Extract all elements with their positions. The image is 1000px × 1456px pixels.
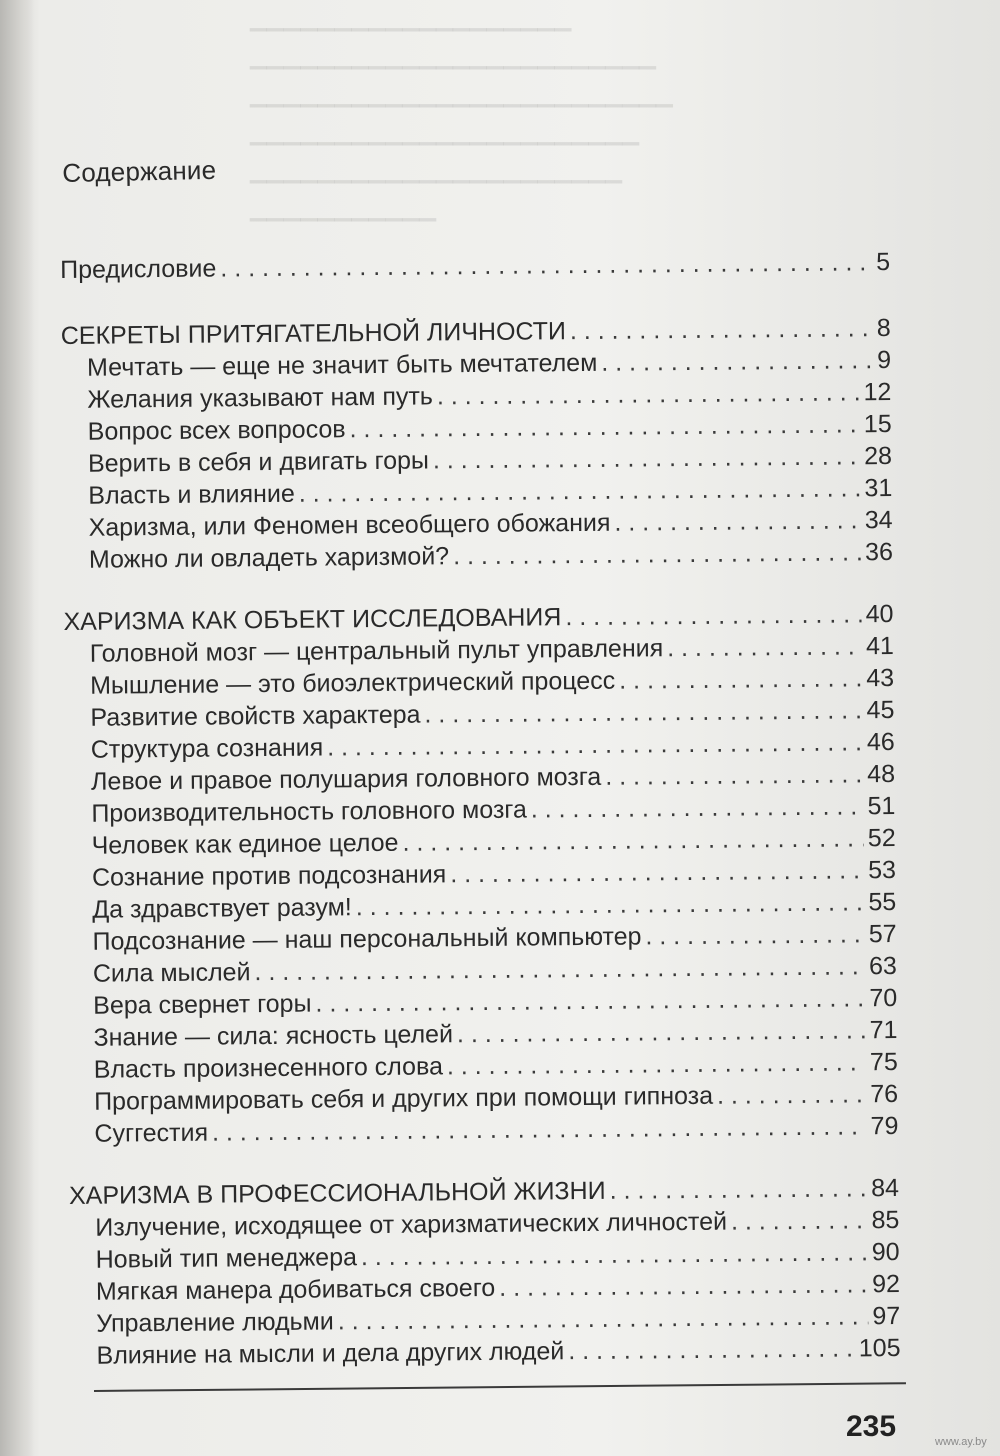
- toc-entry-page: 52: [867, 824, 896, 853]
- toc-dot-leader: [437, 376, 860, 412]
- toc-entry-page: 85: [871, 1205, 900, 1235]
- toc-section-entry: [94, 1110, 898, 1150]
- toc-entry-page: 97: [872, 1301, 901, 1331]
- toc-title: Содержание: [62, 154, 217, 188]
- toc-entry-page: 70: [869, 983, 898, 1013]
- book-spine-shadow: [0, 0, 34, 1456]
- toc-entry-page: 75: [869, 1047, 898, 1077]
- toc-entry-page: 43: [866, 664, 895, 693]
- toc-entry-label: Вопрос всех вопросов: [87, 415, 346, 446]
- toc-entry-label: Мягкая манера добиваться своего: [95, 1273, 496, 1306]
- toc-entry-label: Верить в себя и двигать горы: [87, 446, 430, 478]
- toc-dot-leader: [667, 630, 862, 664]
- toc-entry-label: СЕКРЕТЫ ПРИТЯГАТЕЛЬНОЙ ЛИЧНОСТИ: [60, 317, 567, 350]
- toc-entry-page: 57: [868, 920, 897, 949]
- toc-entry-page: 53: [868, 856, 897, 885]
- toc-entry-label: Левое и правое полушария головного мозга: [90, 762, 602, 796]
- toc-entry-label: Суггестия: [94, 1118, 209, 1148]
- toc-entry-label: Производительность головного мозга: [91, 795, 527, 828]
- toc-entry-page: 55: [868, 888, 897, 917]
- toc-entry-page: 76: [870, 1079, 899, 1109]
- toc-entry-page: 40: [865, 600, 894, 629]
- toc-entry-label: Знание — сила: ясность целей: [93, 1020, 454, 1052]
- toc-dot-leader: [614, 504, 861, 538]
- toc-entry-page: 48: [867, 760, 896, 789]
- toc-dot-leader: [609, 1172, 867, 1206]
- toc-entry-page: 45: [866, 696, 895, 725]
- toc-dot-leader: [450, 854, 864, 890]
- toc-entry-label: Влияние на мысли и дела других людей: [96, 1337, 565, 1370]
- toc-dot-leader: [327, 726, 863, 763]
- toc-dot-leader: [212, 1110, 867, 1148]
- toc-entry-label: Программировать себя и других при помощи гипноза: [94, 1081, 714, 1116]
- toc-entry-page: 46: [866, 728, 895, 757]
- toc-entry-page: 84: [871, 1173, 900, 1203]
- toc-entry-page: 41: [865, 632, 894, 661]
- toc-entry-page: 79: [870, 1111, 899, 1141]
- toc-entry-page: 15: [863, 410, 892, 439]
- toc-entry-label: Харизма, или Феномен всеобщего обожания: [88, 508, 611, 542]
- toc-entry-label: Вера свернет горы: [93, 989, 312, 1020]
- toc-dot-leader: [457, 1014, 866, 1050]
- toc-entry-label: Подсознание — наш персональный компьютер: [92, 922, 642, 956]
- toc-entry-page: 36: [864, 538, 894, 567]
- toc-dot-leader: [570, 312, 873, 347]
- toc-entry-label: Да здравствует разум!: [92, 893, 352, 924]
- toc-entry-page: 5: [876, 248, 891, 277]
- toc-dot-leader: [220, 246, 872, 284]
- toc-section-entry: [96, 1332, 900, 1372]
- toc-entry-label: Мышление — это биоэлектрический процесс: [90, 666, 616, 700]
- toc-dot-leader: [433, 440, 861, 476]
- toc-entry-label: Структура сознания: [90, 733, 324, 764]
- toc-dot-leader: [619, 662, 862, 696]
- page-number: 235: [846, 1410, 897, 1443]
- toc-dot-leader: [402, 822, 864, 858]
- toc-entry-page: 12: [863, 378, 892, 407]
- toc-dot-leader: [731, 1204, 868, 1237]
- toc-entry-label: Мечтать — еще не значит быть мечтателем: [86, 348, 598, 382]
- toc-dot-leader: [424, 694, 862, 730]
- toc-entry-page: 34: [864, 506, 893, 535]
- toc-entry-page: 105: [858, 1333, 901, 1363]
- toc-entry-label: Излучение, исходящее от харизматических личностей: [95, 1207, 728, 1242]
- show-through-text: ▁▁▁▁▁▁▁▁▁▁▁▁▁▁▁▁▁▁▁ ▁▁▁▁▁▁▁▁▁▁▁▁▁▁▁▁▁▁▁▁▁▁▁▁ ▁▁▁▁▁▁▁▁▁▁▁▁▁▁▁▁▁▁▁▁▁▁▁▁▁ ▁▁▁▁▁▁▁▁▁▁▁▁▁▁▁▁▁▁▁▁▁▁▁ ▁▁▁▁▁▁▁▁▁▁▁▁▁▁▁▁▁▁▁▁▁▁ ▁▁▁▁▁▁▁▁▁▁▁: [250, 6, 673, 221]
- toc-entry-label: Управление людьми: [96, 1307, 334, 1338]
- toc-entry-label: Головной мозг — центральный пульт управления: [89, 634, 664, 668]
- toc-entry-label: Власть и влияние: [88, 479, 295, 510]
- toc-dot-leader: [568, 1332, 855, 1367]
- toc-section-entry: [89, 536, 893, 576]
- toc-dot-leader: [717, 1078, 867, 1111]
- toc-entry-page: 63: [868, 952, 898, 981]
- toc-dot-leader: [447, 1046, 866, 1082]
- toc-dot-leader: [349, 408, 860, 445]
- toc-entry-page: 71: [869, 1015, 898, 1045]
- toc-entry-page: 90: [871, 1237, 900, 1267]
- toc-dot-leader: [299, 472, 861, 509]
- toc-chapter-entry: [60, 246, 890, 286]
- toc-entry-label: Человек как единое целое: [91, 828, 399, 860]
- toc-dot-leader: [601, 344, 873, 379]
- toc-entry-label: ХАРИЗМА В ПРОФЕССИОНАЛЬНОЙ ЖИЗНИ: [68, 1176, 606, 1210]
- watermark-text: www.ay.by: [935, 1436, 987, 1448]
- toc-entry-page: 31: [864, 474, 893, 503]
- toc-dot-leader: [499, 1268, 868, 1304]
- toc-entry-page: 51: [867, 792, 896, 821]
- toc-dot-leader: [356, 886, 865, 923]
- toc-entry-page: 9: [877, 346, 892, 375]
- toc-entry-label: Новый тип менеджера: [95, 1243, 358, 1274]
- toc-dot-leader: [531, 790, 864, 825]
- toc-entry-page: 92: [871, 1269, 901, 1299]
- toc-dot-leader: [338, 1300, 869, 1337]
- toc-entry-page: 28: [864, 442, 893, 471]
- toc-dot-leader: [361, 1236, 868, 1273]
- toc-entry-label: Предисловие: [60, 254, 217, 284]
- footer-rule: [94, 1382, 906, 1392]
- toc-entry-label: Развитие свойств характера: [90, 700, 421, 732]
- toc-entry-label: Можно ли овладеть харизмой?: [88, 542, 450, 574]
- toc-entry-label: Власть произнесенного слова: [93, 1052, 444, 1084]
- toc-entry-page: 8: [876, 314, 891, 343]
- toc-dot-leader: [315, 982, 865, 1019]
- toc-dot-leader: [605, 758, 863, 792]
- toc-entry-label: Сознание против подсознания: [91, 860, 447, 892]
- toc-entry-label: ХАРИЗМА КАК ОБЪЕКТ ИССЛЕДОВАНИЯ: [63, 603, 562, 636]
- toc-dot-leader: [453, 536, 861, 572]
- toc-dot-leader: [645, 918, 865, 952]
- toc-entry-label: Сила мыслей: [92, 958, 251, 988]
- toc-dot-leader: [565, 598, 862, 633]
- toc-entry-label: Желания указывают нам путь: [87, 382, 434, 414]
